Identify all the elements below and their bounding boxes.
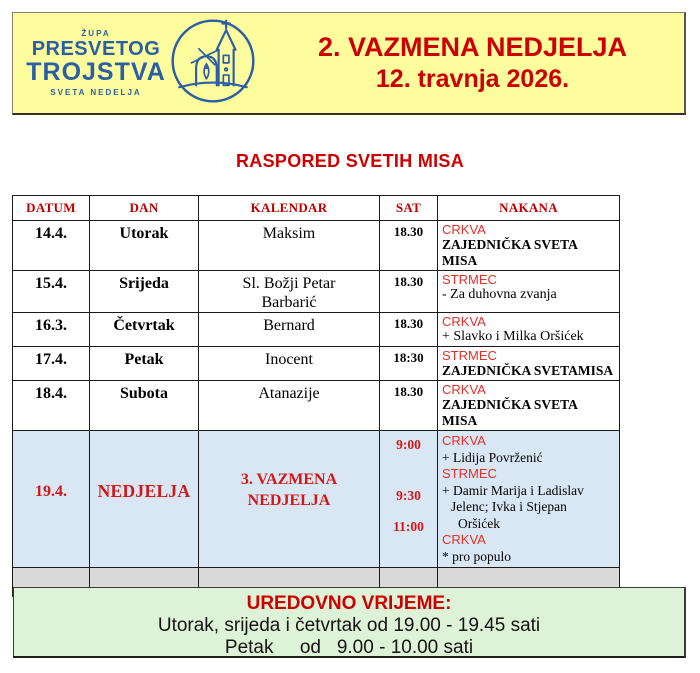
logo-name-line2: TROJSTVA [26, 58, 166, 86]
nakana-intent: - Za duhovna zvanja [442, 287, 557, 302]
sunday-kalendar-line2: NEDJELJA [247, 491, 331, 509]
cell-nakana [438, 347, 620, 381]
cell-dan: Srijeda [90, 271, 199, 313]
cell-dan: Subota [90, 381, 199, 431]
cell-nakana [438, 313, 620, 347]
header-title-block [261, 13, 684, 113]
cell-datum: 19.4. [13, 431, 90, 568]
cell-nakana [438, 431, 620, 568]
sunday-row [13, 431, 620, 568]
parish-logo-text [26, 29, 166, 97]
cell-sat: 18.30 [380, 271, 438, 313]
cell-kalendar [199, 431, 380, 568]
cell-nakana [438, 381, 620, 431]
nakana-place: CRKVA [442, 314, 486, 329]
office-hours-line2: Petak od 9.00 - 10.00 sati [224, 637, 474, 658]
cell-kalendar: Inocent [199, 347, 380, 381]
col-header-sat: SAT [380, 196, 438, 221]
parish-header [12, 12, 686, 115]
nakana-intent: Oršićek [458, 515, 500, 531]
cell-nakana [438, 271, 620, 313]
cell-kalendar: Bernard [199, 313, 380, 347]
mass-time: 11:00 [393, 519, 424, 534]
nakana-place: CRKVA [442, 433, 486, 448]
cell-dan: Četvrtak [90, 313, 199, 347]
sunday-title: 2. VAZMENA NEDJELJA [317, 32, 628, 62]
col-header-dan: DAN [90, 196, 199, 221]
parish-logo [13, 13, 261, 113]
cell-dan: NEDJELJA [90, 431, 199, 568]
col-header-nakana: NAKANA [438, 196, 620, 221]
logo-place-label: SVETA NEDELJA [50, 88, 142, 97]
table-row [13, 313, 620, 347]
office-hours-line1: Utorak, srijeda i četvrtak od 19.00 - 19.45 sati [157, 615, 541, 636]
cell-sat: 18.30 [380, 381, 438, 431]
cell-sat: 18.30 [380, 313, 438, 347]
cell-sat [380, 431, 438, 568]
sunday-kalendar-line1: 3. VAZMENA [240, 470, 338, 488]
cell-dan: Utorak [90, 221, 199, 271]
table-row [13, 221, 620, 271]
table-row [13, 347, 620, 381]
sunday-times [380, 431, 437, 564]
nakana-intent: ZAJEDNIČKA SVETAMISA [442, 363, 614, 378]
mass-time: 9:30 [396, 488, 421, 503]
logo-zupa-label: ŽUPA [81, 29, 111, 38]
nakana-intent: ZAJEDNIČKA SVETA MISA [442, 397, 578, 428]
cell-datum: 14.4. [13, 221, 90, 271]
nakana-place: STRMEC [442, 466, 497, 481]
logo-name-line1: PRESVETOG [31, 38, 161, 60]
cell-datum: 16.3. [13, 313, 90, 347]
nakana-place: CRKVA [442, 382, 486, 397]
col-header-datum: DATUM [13, 196, 90, 221]
cell-datum: 18.4. [13, 381, 90, 431]
nakana-intent: + Damir Marija i Ladislav [442, 482, 584, 498]
cell-sat: 18:30 [380, 347, 438, 381]
col-header-kalendar: KALENDAR [199, 196, 380, 221]
nakana-intent: ZAJEDNIČKA SVETA MISA [442, 237, 578, 268]
cell-dan: Petak [90, 347, 199, 381]
nakana-intent: + Lidija Povrženić [442, 449, 543, 465]
table-header-row [13, 196, 620, 221]
nakana-place: STRMEC [442, 272, 497, 287]
mass-time: 9:00 [396, 437, 421, 452]
office-hours-title: UREDOVNO VRIJEME: [246, 593, 452, 614]
church-icon [168, 16, 258, 111]
cell-kalendar: Maksim [199, 221, 380, 271]
table-row [13, 271, 620, 313]
nakana-place: CRKVA [442, 532, 486, 547]
cell-kalendar: Sl. Božji Petar Barbarić [199, 271, 380, 313]
nakana-intent: Jelenc; Ivka i Stjepan [451, 499, 567, 514]
cell-nakana [438, 221, 620, 271]
nakana-place: STRMEC [442, 348, 497, 363]
nakana-place: CRKVA [442, 222, 486, 237]
nakana-intent: + Slavko i Milka Oršićek [442, 329, 584, 344]
schedule-heading: RASPORED SVETIH MISA [235, 151, 465, 171]
cell-datum: 15.4. [13, 271, 90, 313]
office-hours-box [13, 587, 686, 658]
mass-schedule-table [12, 195, 620, 597]
cell-sat: 18.30 [380, 221, 438, 271]
table-row [13, 381, 620, 431]
nakana-intent: * pro populo [442, 548, 511, 564]
cell-kalendar: Atanazije [199, 381, 380, 431]
cell-datum: 17.4. [13, 347, 90, 381]
header-date: 12. travnja 2026. [375, 65, 570, 93]
